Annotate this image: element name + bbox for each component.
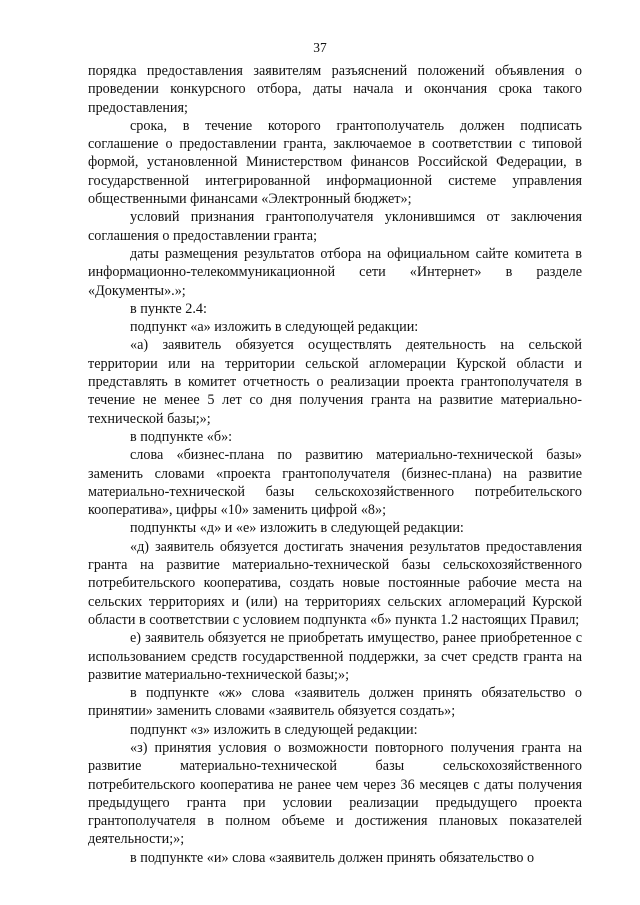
paragraph: подпункты «д» и «е» изложить в следующей редакции: <box>130 520 464 537</box>
page-number: 37 <box>313 40 327 55</box>
paragraph: «а) заявитель обязуется осуществлять деятельность на сельской территории или на территории сельской агломерации Курской области и представлять в комитет отчетность о реализации проекта грантополучателя в течение не менее 5 лет со дня получения гранта на развитие материально-технической базы;»; <box>88 337 582 427</box>
paragraph: условий признания грантополучателя уклонившимся от заключения соглашения о предоставлении гранта; <box>88 209 582 244</box>
paragraph: подпункт «з» изложить в следующей редакции: <box>130 721 418 738</box>
paragraph: «з) принятия условия о возможности повторного получения гранта на развитие материально-технической базы сельскохозяйственного потребительского кооператива не ранее чем через 36 месяцев с даты получения предыдущего гранта при условии реализации предыдущего проекта грантополучателя в полном объеме и достижения плановых показателей деятельности;»; <box>88 739 582 848</box>
paragraph: в подпункте «ж» слова «заявитель должен принять обязательство о принятии» заменить словами «заявитель обязуется создать»; <box>88 685 582 720</box>
paragraph: в подпункте «и» слова «заявитель должен принять обязательство о <box>130 849 535 866</box>
paragraph: подпункт «а» изложить в следующей редакции: <box>130 319 419 336</box>
paragraph: в подпункте «б»: <box>130 428 233 445</box>
paragraph: даты размещения результатов отбора на официальном сайте комитета в информационно-телекоммуникационной сети «Интернет» в разделе «Документы».»; <box>88 245 582 299</box>
paragraph: срока, в течение которого грантополучатель должен подписать соглашение о предоставлении гранта, заключаемое в соответствии с типовой формой, установленной Министерством финансов Российской Федерации, в государственной интегрированной информационной системе управления общественными финансами «Электронный бюджет»; <box>88 117 582 208</box>
paragraph: порядка предоставления заявителям разъяснений положений объявления о проведении конкурсного отбора, даты начала и окончания срока такого предоставления; <box>88 63 582 116</box>
paragraph: в пункте 2.4: <box>130 300 207 317</box>
document-body <box>88 62 582 867</box>
paragraph: е) заявитель обязуется не приобретать имущество, ранее приобретенное с использованием средств государственной поддержки, за счет средств гранта на развитие материально-технической базы;»; <box>88 630 582 683</box>
paragraph: «д) заявитель обязуется достигать значения результатов предоставления гранта на развитие материально-технической базы сельскохозяйственного потребительского кооператива, создать новые постоянные рабочие места на сельских территориях и (или) на территориях сельских агломераций Курской области в соответствии с условием подпункта «б» пункта 1.2 настоящих Правил; <box>88 538 582 628</box>
paragraph: слова «бизнес-плана по развитию материально-технической базы» заменить словами «проекта грантополучателя (бизнес-плана) на развитие материально-технической базы сельскохозяйственного потребительского кооператива», цифры «10» заменить цифрой «8»; <box>88 447 582 519</box>
